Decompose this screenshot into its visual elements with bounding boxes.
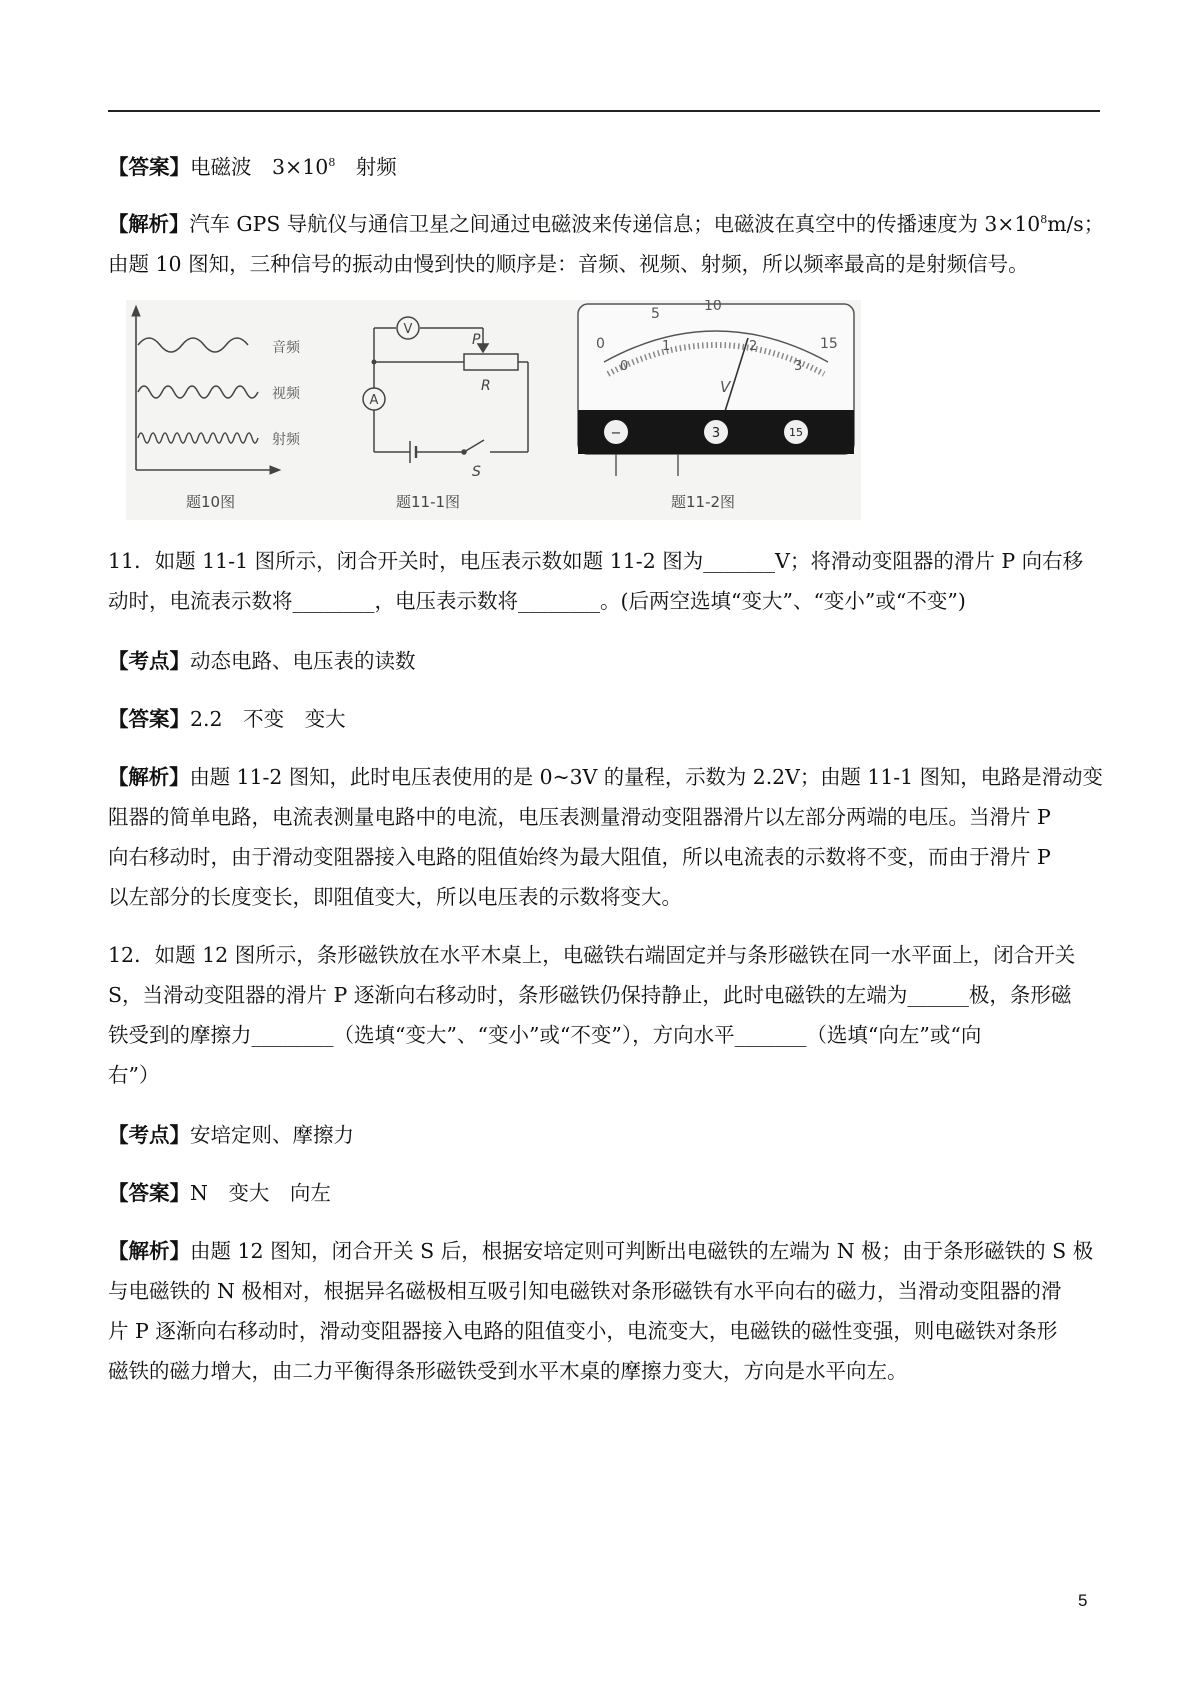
q11-answer xyxy=(108,700,1104,738)
q12-stem-line1: 12．如题 12 图所示，条形磁铁放在水平木桌上，电磁铁右端固定并与条形磁铁在同一水平面上，闭合开关 xyxy=(108,943,1076,967)
scale-top-10: 10 xyxy=(704,300,722,314)
scale-bottom-0: 0 xyxy=(620,359,629,374)
analysis-text: 由题 12 图知，闭合开关 S 后，根据安培定则可判断出电磁铁的左端为 N 极；由于条形磁铁的 S 极 xyxy=(190,1239,1094,1263)
q10-analysis-line1 xyxy=(108,205,1104,243)
scale-bottom-3: 3 xyxy=(794,359,803,374)
label-rf: 射频 xyxy=(272,432,300,448)
q12-analysis-line2: 与电磁铁的 N 极相对，根据异名磁极相互吸引知电磁铁对条形磁铁有水平向右的磁力，当滑动变阻器的滑 xyxy=(108,1279,1062,1303)
answer-text: N 变大 向左 xyxy=(190,1181,331,1205)
label-audio: 音频 xyxy=(272,340,300,356)
caption-fig11-2: 题11-2图 xyxy=(671,493,736,511)
analysis-label: 【解析】 xyxy=(108,1239,190,1263)
answer-text: 电磁波 3×10 xyxy=(190,155,329,179)
answer-text: 射频 xyxy=(335,155,397,179)
q11-analysis-line4: 以左部分的长度变长，即阻值变大，所以电压表的示数将变大。 xyxy=(108,885,682,909)
analysis-text: m/s； xyxy=(1047,212,1105,236)
junction-dot xyxy=(372,360,377,365)
kaodian-text: 安培定则、摩擦力 xyxy=(190,1123,354,1147)
meter-unit: V xyxy=(720,378,731,396)
page-number: 5 xyxy=(1078,1591,1088,1610)
figures-strip xyxy=(126,300,861,520)
voltmeter-label: V xyxy=(403,322,413,337)
analysis-label: 【解析】 xyxy=(108,212,190,236)
terminal-15-label: 15 xyxy=(789,426,803,439)
answer-text: 2.2 不变 变大 xyxy=(190,707,346,731)
answer-label: 【答案】 xyxy=(108,707,190,731)
superscript: 8 xyxy=(328,156,336,169)
analysis-label: 【解析】 xyxy=(108,765,190,789)
analysis-text: 由题 11-2 图知，此时电压表使用的是 0~3V 的量程，示数为 2.2V；由题 11-1 图知，电路是滑动变 xyxy=(189,765,1103,789)
scale-top-5: 5 xyxy=(651,306,660,322)
q11-kaodian xyxy=(108,642,1104,680)
answer-label: 【答案】 xyxy=(108,1181,190,1205)
slider-label: P xyxy=(472,332,481,348)
kaodian-label: 【考点】 xyxy=(108,1123,190,1147)
q12-stem-line3: 铁受到的摩擦力________（选填“变大”、“变小”或“不变”），方向水平_______（选填“向左”或“向 xyxy=(108,1023,982,1047)
q11-stem-line2: 动时，电流表示数将________，电压表示数将________。(后两空选填“变大”、“变小”或“不变”) xyxy=(108,589,966,613)
terminal-minus-label: − xyxy=(610,426,622,441)
label-video: 视频 xyxy=(272,386,300,402)
ammeter-label: A xyxy=(369,393,379,408)
q12-analysis-line1 xyxy=(108,1232,1104,1270)
q11-analysis-line2: 阻器的简单电路，电流表测量电路中的电流，电压表测量滑动变阻器滑片以左部分两端的电压。当滑片 P xyxy=(108,805,1051,829)
q12-stem-line2: S，当滑动变阻器的滑片 P 逐渐向右移动时，条形磁铁仍保持静止，此时电磁铁的左端为______极，条形磁 xyxy=(108,983,1072,1007)
q12-stem-line4: 右”） xyxy=(108,1063,160,1087)
resistor-label: R xyxy=(481,378,491,394)
q11-analysis-line3: 向右移动时，由于滑动变阻器接入电路的阻值始终为最大阻值，所以电流表的示数将不变，而由于滑片 P xyxy=(108,845,1051,869)
scale-bottom-1: 1 xyxy=(662,339,671,354)
header-rule xyxy=(108,110,1100,112)
q12-analysis-line4: 磁铁的磁力增大，由二力平衡得条形磁铁受到水平木桌的摩擦力变大，方向是水平向左。 xyxy=(108,1359,908,1383)
q11-stem-line1: 11．如题 11-1 图所示，闭合开关时，电压表示数如题 11-2 图为_______V；将滑动变阻器的滑片 P 向右移 xyxy=(108,549,1084,573)
q12-kaodian xyxy=(108,1116,1104,1154)
kaodian-label: 【考点】 xyxy=(108,649,190,673)
caption-fig11-1: 题11-1图 xyxy=(396,493,461,511)
switch-label: S xyxy=(472,464,481,480)
q12-analysis-line3: 片 P 逐渐向右移动时，滑动变阻器接入电路的阻值变小，电流变大，电磁铁的磁性变强，则电磁铁对条形 xyxy=(108,1319,1058,1343)
analysis-text: 汽车 GPS 导航仪与通信卫星之间通过电磁波来传递信息；电磁波在真空中的传播速度为 3×10 xyxy=(189,212,1041,236)
kaodian-text: 动态电路、电压表的读数 xyxy=(190,649,416,673)
q10-answer xyxy=(108,148,1104,186)
scale-top-0: 0 xyxy=(596,336,605,352)
switch-contact xyxy=(462,450,466,454)
caption-fig10: 题10图 xyxy=(186,493,236,511)
superscript: 8 xyxy=(1040,213,1048,226)
q12-answer xyxy=(108,1174,1104,1212)
scale-top-15: 15 xyxy=(820,336,838,352)
answer-label: 【答案】 xyxy=(108,155,190,179)
scale-bottom-2: 2 xyxy=(749,339,758,354)
q10-analysis-line2: 由题 10 图知，三种信号的振动由慢到快的顺序是：音频、视频、射频，所以频率最高的是射频信号。 xyxy=(108,252,1029,276)
terminal-3-label: 3 xyxy=(711,426,721,441)
q11-analysis-line1 xyxy=(108,758,1104,796)
